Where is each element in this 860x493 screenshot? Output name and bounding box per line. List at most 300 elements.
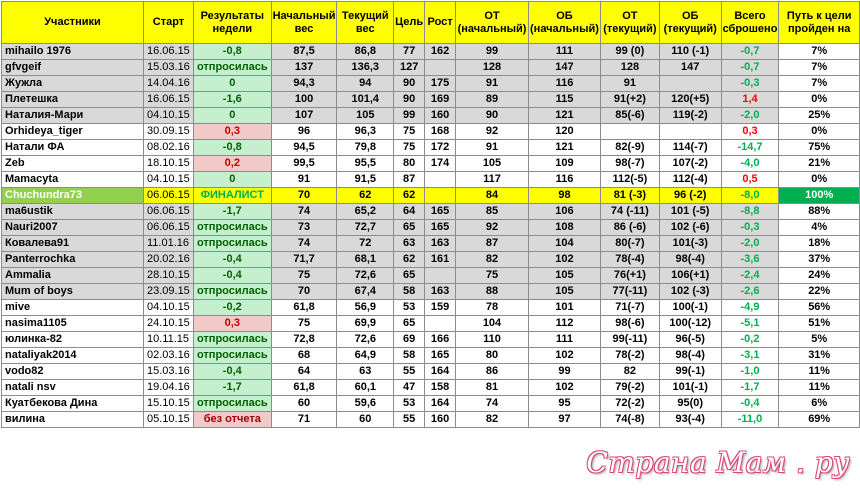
start-date-cell: 06.06.15 bbox=[143, 188, 193, 204]
total-lost-cell: -0,3 bbox=[721, 76, 779, 92]
participant-name-cell: gfvgeif bbox=[2, 60, 144, 76]
waist-initial-cell: 84 bbox=[456, 188, 529, 204]
week-result-cell: отпросилась bbox=[193, 348, 271, 364]
participant-name-cell: Наталия-Мари bbox=[2, 108, 144, 124]
week-result-cell: ФИНАЛИСТ bbox=[193, 188, 271, 204]
initial-weight-cell: 87,5 bbox=[271, 44, 337, 60]
goal-progress-cell: 75% bbox=[779, 140, 860, 156]
total-lost-cell: -2,4 bbox=[721, 268, 779, 284]
current-weight-cell: 136,3 bbox=[337, 60, 394, 76]
current-weight-cell: 68,1 bbox=[337, 252, 394, 268]
table-row bbox=[2, 284, 860, 300]
header-col-waist-current: ОТ (текущий) bbox=[600, 2, 659, 44]
waist-current-cell: 74 (-11) bbox=[600, 204, 659, 220]
week-result-cell: -0,4 bbox=[193, 364, 271, 380]
site-watermark: Страна Мам . ру bbox=[586, 446, 850, 479]
goal-weight-cell: 53 bbox=[394, 300, 425, 316]
current-weight-cell: 62 bbox=[337, 188, 394, 204]
header-col-initial-weight: Начальный вес bbox=[271, 2, 337, 44]
hips-current-cell: 101(-1) bbox=[659, 380, 721, 396]
waist-initial-cell: 86 bbox=[456, 364, 529, 380]
waist-initial-cell: 88 bbox=[456, 284, 529, 300]
hips-current-cell: 102 (-6) bbox=[659, 220, 721, 236]
goal-weight-cell: 47 bbox=[394, 380, 425, 396]
current-weight-cell: 91,5 bbox=[337, 172, 394, 188]
week-result-cell: отпросилась bbox=[193, 284, 271, 300]
goal-progress-cell: 24% bbox=[779, 268, 860, 284]
height-cell: 175 bbox=[425, 76, 456, 92]
header-col-start: Старт bbox=[143, 2, 193, 44]
height-cell: 163 bbox=[425, 284, 456, 300]
table-row bbox=[2, 92, 860, 108]
total-lost-cell: -4,9 bbox=[721, 300, 779, 316]
waist-current-cell: 72(-2) bbox=[600, 396, 659, 412]
participant-name-cell: Ammalia bbox=[2, 268, 144, 284]
hips-current-cell bbox=[659, 124, 721, 140]
goal-weight-cell: 53 bbox=[394, 396, 425, 412]
total-lost-cell: -0,7 bbox=[721, 44, 779, 60]
table-row bbox=[2, 236, 860, 252]
total-lost-cell: -8,0 bbox=[721, 188, 779, 204]
initial-weight-cell: 94,5 bbox=[271, 140, 337, 156]
height-cell: 165 bbox=[425, 348, 456, 364]
hips-initial-cell: 112 bbox=[528, 316, 600, 332]
hips-initial-cell: 106 bbox=[528, 204, 600, 220]
goal-weight-cell: 58 bbox=[394, 348, 425, 364]
hips-initial-cell: 98 bbox=[528, 188, 600, 204]
hips-initial-cell: 111 bbox=[528, 44, 600, 60]
hips-current-cell: 96 (-2) bbox=[659, 188, 721, 204]
goal-weight-cell: 65 bbox=[394, 316, 425, 332]
height-cell bbox=[425, 316, 456, 332]
waist-initial-cell: 128 bbox=[456, 60, 529, 76]
current-weight-cell: 72,6 bbox=[337, 332, 394, 348]
waist-initial-cell: 99 bbox=[456, 44, 529, 60]
total-lost-cell: -14,7 bbox=[721, 140, 779, 156]
height-cell: 172 bbox=[425, 140, 456, 156]
goal-progress-cell: 7% bbox=[779, 76, 860, 92]
total-lost-cell: -0,2 bbox=[721, 332, 779, 348]
total-lost-cell: -2,0 bbox=[721, 108, 779, 124]
goal-weight-cell: 127 bbox=[394, 60, 425, 76]
table-row bbox=[2, 412, 860, 428]
goal-weight-cell: 69 bbox=[394, 332, 425, 348]
total-lost-cell: -8,8 bbox=[721, 204, 779, 220]
waist-current-cell: 128 bbox=[600, 60, 659, 76]
waist-current-cell: 76(+1) bbox=[600, 268, 659, 284]
initial-weight-cell: 70 bbox=[271, 284, 337, 300]
height-cell: 165 bbox=[425, 220, 456, 236]
header-col-participants: Участники bbox=[2, 2, 144, 44]
week-result-cell: -1,6 bbox=[193, 92, 271, 108]
hips-current-cell: 107(-2) bbox=[659, 156, 721, 172]
total-lost-cell: -4,0 bbox=[721, 156, 779, 172]
waist-current-cell: 99(-11) bbox=[600, 332, 659, 348]
current-weight-cell: 72,6 bbox=[337, 268, 394, 284]
participant-name-cell: Плетешка bbox=[2, 92, 144, 108]
goal-weight-cell: 90 bbox=[394, 92, 425, 108]
goal-progress-cell: 7% bbox=[779, 44, 860, 60]
goal-progress-cell: 0% bbox=[779, 124, 860, 140]
hips-current-cell: 100(-1) bbox=[659, 300, 721, 316]
initial-weight-cell: 71 bbox=[271, 412, 337, 428]
goal-progress-cell: 7% bbox=[779, 60, 860, 76]
participant-name-cell: Zeb bbox=[2, 156, 144, 172]
participant-name-cell: mihailo 1976 bbox=[2, 44, 144, 60]
start-date-cell: 16.06.15 bbox=[143, 92, 193, 108]
waist-current-cell: 77(-11) bbox=[600, 284, 659, 300]
hips-initial-cell: 105 bbox=[528, 284, 600, 300]
goal-weight-cell: 75 bbox=[394, 140, 425, 156]
height-cell: 158 bbox=[425, 380, 456, 396]
participant-name-cell: ma6ustik bbox=[2, 204, 144, 220]
participant-name-cell: вилина bbox=[2, 412, 144, 428]
start-date-cell: 24.10.15 bbox=[143, 316, 193, 332]
initial-weight-cell: 64 bbox=[271, 364, 337, 380]
table-row bbox=[2, 140, 860, 156]
initial-weight-cell: 60 bbox=[271, 396, 337, 412]
current-weight-cell: 79,8 bbox=[337, 140, 394, 156]
goal-progress-cell: 6% bbox=[779, 396, 860, 412]
hips-current-cell: 100(-12) bbox=[659, 316, 721, 332]
week-result-cell: отпросилась bbox=[193, 332, 271, 348]
start-date-cell: 08.02.16 bbox=[143, 140, 193, 156]
hips-current-cell: 101(-3) bbox=[659, 236, 721, 252]
goal-weight-cell: 64 bbox=[394, 204, 425, 220]
height-cell: 169 bbox=[425, 92, 456, 108]
participant-name-cell: Nauri2007 bbox=[2, 220, 144, 236]
total-lost-cell: -0,3 bbox=[721, 220, 779, 236]
participant-name-cell: natali nsv bbox=[2, 380, 144, 396]
start-date-cell: 15.03.16 bbox=[143, 60, 193, 76]
hips-current-cell: 110 (-1) bbox=[659, 44, 721, 60]
goal-weight-cell: 99 bbox=[394, 108, 425, 124]
table-body bbox=[2, 44, 860, 428]
week-result-cell: отпросилась bbox=[193, 220, 271, 236]
hips-current-cell: 119(-2) bbox=[659, 108, 721, 124]
initial-weight-cell: 74 bbox=[271, 204, 337, 220]
goal-weight-cell: 63 bbox=[394, 236, 425, 252]
initial-weight-cell: 107 bbox=[271, 108, 337, 124]
hips-current-cell: 112(-4) bbox=[659, 172, 721, 188]
participant-name-cell: vodo82 bbox=[2, 364, 144, 380]
start-date-cell: 10.11.15 bbox=[143, 332, 193, 348]
total-lost-cell: 1,4 bbox=[721, 92, 779, 108]
goal-progress-cell: 0% bbox=[779, 172, 860, 188]
waist-initial-cell: 75 bbox=[456, 268, 529, 284]
hips-initial-cell: 102 bbox=[528, 380, 600, 396]
hips-initial-cell: 109 bbox=[528, 156, 600, 172]
start-date-cell: 28.10.15 bbox=[143, 268, 193, 284]
goal-progress-cell: 11% bbox=[779, 364, 860, 380]
waist-initial-cell: 105 bbox=[456, 156, 529, 172]
start-date-cell: 06.06.15 bbox=[143, 204, 193, 220]
initial-weight-cell: 72,8 bbox=[271, 332, 337, 348]
participants-table bbox=[1, 1, 860, 428]
waist-initial-cell: 89 bbox=[456, 92, 529, 108]
hips-initial-cell: 147 bbox=[528, 60, 600, 76]
table-row bbox=[2, 380, 860, 396]
height-cell: 164 bbox=[425, 396, 456, 412]
waist-current-cell: 82(-9) bbox=[600, 140, 659, 156]
header-row bbox=[2, 2, 860, 44]
waist-current-cell: 80(-7) bbox=[600, 236, 659, 252]
hips-initial-cell: 120 bbox=[528, 124, 600, 140]
waist-current-cell: 78(-4) bbox=[600, 252, 659, 268]
waist-current-cell: 99 (0) bbox=[600, 44, 659, 60]
current-weight-cell: 94 bbox=[337, 76, 394, 92]
header-col-week-result: Результаты недели bbox=[193, 2, 271, 44]
total-lost-cell: -2,0 bbox=[721, 236, 779, 252]
goal-progress-cell: 4% bbox=[779, 220, 860, 236]
waist-initial-cell: 91 bbox=[456, 140, 529, 156]
header-col-total-lost: Всего сброшено bbox=[721, 2, 779, 44]
hips-initial-cell: 111 bbox=[528, 332, 600, 348]
table-row bbox=[2, 124, 860, 140]
start-date-cell: 18.10.15 bbox=[143, 156, 193, 172]
total-lost-cell: -11,0 bbox=[721, 412, 779, 428]
start-date-cell: 15.10.15 bbox=[143, 396, 193, 412]
height-cell: 160 bbox=[425, 108, 456, 124]
start-date-cell: 05.10.15 bbox=[143, 412, 193, 428]
height-cell: 168 bbox=[425, 124, 456, 140]
current-weight-cell: 67,4 bbox=[337, 284, 394, 300]
goal-progress-cell: 18% bbox=[779, 236, 860, 252]
hips-current-cell: 147 bbox=[659, 60, 721, 76]
hips-current-cell: 93(-4) bbox=[659, 412, 721, 428]
goal-weight-cell: 80 bbox=[394, 156, 425, 172]
waist-initial-cell: 87 bbox=[456, 236, 529, 252]
hips-initial-cell: 101 bbox=[528, 300, 600, 316]
goal-weight-cell: 62 bbox=[394, 252, 425, 268]
waist-current-cell: 112(-5) bbox=[600, 172, 659, 188]
waist-initial-cell: 92 bbox=[456, 220, 529, 236]
table-row bbox=[2, 348, 860, 364]
current-weight-cell: 60,1 bbox=[337, 380, 394, 396]
table-row bbox=[2, 396, 860, 412]
height-cell: 161 bbox=[425, 252, 456, 268]
hips-initial-cell: 121 bbox=[528, 140, 600, 156]
week-result-cell: -0,8 bbox=[193, 44, 271, 60]
table-row bbox=[2, 332, 860, 348]
initial-weight-cell: 61,8 bbox=[271, 380, 337, 396]
goal-weight-cell: 65 bbox=[394, 268, 425, 284]
current-weight-cell: 69,9 bbox=[337, 316, 394, 332]
current-weight-cell: 65,2 bbox=[337, 204, 394, 220]
participant-name-cell: юлинка-82 bbox=[2, 332, 144, 348]
start-date-cell: 19.04.16 bbox=[143, 380, 193, 396]
participant-name-cell: nataliyak2014 bbox=[2, 348, 144, 364]
waist-initial-cell: 90 bbox=[456, 108, 529, 124]
current-weight-cell: 86,8 bbox=[337, 44, 394, 60]
hips-current-cell: 101 (-5) bbox=[659, 204, 721, 220]
height-cell: 174 bbox=[425, 156, 456, 172]
current-weight-cell: 59,6 bbox=[337, 396, 394, 412]
participant-name-cell: Жужла bbox=[2, 76, 144, 92]
week-result-cell: -0,2 bbox=[193, 300, 271, 316]
height-cell: 163 bbox=[425, 236, 456, 252]
header-col-waist-initial: ОТ (начальный) bbox=[456, 2, 529, 44]
week-result-cell: -1,7 bbox=[193, 380, 271, 396]
goal-weight-cell: 55 bbox=[394, 412, 425, 428]
table-row bbox=[2, 252, 860, 268]
waist-current-cell: 78(-2) bbox=[600, 348, 659, 364]
current-weight-cell: 72 bbox=[337, 236, 394, 252]
initial-weight-cell: 94,3 bbox=[271, 76, 337, 92]
waist-current-cell: 71(-7) bbox=[600, 300, 659, 316]
goal-weight-cell: 90 bbox=[394, 76, 425, 92]
week-result-cell: -1,7 bbox=[193, 204, 271, 220]
total-lost-cell: 0,3 bbox=[721, 124, 779, 140]
start-date-cell: 20.02.16 bbox=[143, 252, 193, 268]
initial-weight-cell: 74 bbox=[271, 236, 337, 252]
initial-weight-cell: 75 bbox=[271, 316, 337, 332]
initial-weight-cell: 91 bbox=[271, 172, 337, 188]
current-weight-cell: 105 bbox=[337, 108, 394, 124]
goal-weight-cell: 65 bbox=[394, 220, 425, 236]
waist-current-cell bbox=[600, 124, 659, 140]
goal-weight-cell: 87 bbox=[394, 172, 425, 188]
goal-progress-cell: 5% bbox=[779, 332, 860, 348]
height-cell: 160 bbox=[425, 412, 456, 428]
waist-initial-cell: 81 bbox=[456, 380, 529, 396]
hips-current-cell: 114(-7) bbox=[659, 140, 721, 156]
total-lost-cell: -1,0 bbox=[721, 364, 779, 380]
initial-weight-cell: 96 bbox=[271, 124, 337, 140]
height-cell: 159 bbox=[425, 300, 456, 316]
goal-progress-cell: 11% bbox=[779, 380, 860, 396]
participant-name-cell: Chuchundra73 bbox=[2, 188, 144, 204]
hips-initial-cell: 102 bbox=[528, 348, 600, 364]
height-cell bbox=[425, 188, 456, 204]
goal-progress-cell: 100% bbox=[779, 188, 860, 204]
hips-initial-cell: 97 bbox=[528, 412, 600, 428]
initial-weight-cell: 100 bbox=[271, 92, 337, 108]
hips-current-cell: 95(0) bbox=[659, 396, 721, 412]
hips-current-cell: 106(+1) bbox=[659, 268, 721, 284]
current-weight-cell: 95,5 bbox=[337, 156, 394, 172]
waist-current-cell: 85(-6) bbox=[600, 108, 659, 124]
start-date-cell: 16.06.15 bbox=[143, 44, 193, 60]
hips-current-cell: 98(-4) bbox=[659, 252, 721, 268]
waist-current-cell: 82 bbox=[600, 364, 659, 380]
current-weight-cell: 56,9 bbox=[337, 300, 394, 316]
hips-current-cell bbox=[659, 76, 721, 92]
initial-weight-cell: 137 bbox=[271, 60, 337, 76]
start-date-cell: 04.10.15 bbox=[143, 300, 193, 316]
participant-name-cell: Ковалева91 bbox=[2, 236, 144, 252]
goal-progress-cell: 69% bbox=[779, 412, 860, 428]
total-lost-cell: 0,5 bbox=[721, 172, 779, 188]
header-col-current-weight: Текущий вес bbox=[337, 2, 394, 44]
initial-weight-cell: 75 bbox=[271, 268, 337, 284]
goal-weight-cell: 77 bbox=[394, 44, 425, 60]
hips-initial-cell: 116 bbox=[528, 172, 600, 188]
table-row bbox=[2, 44, 860, 60]
total-lost-cell: -5,1 bbox=[721, 316, 779, 332]
hips-initial-cell: 115 bbox=[528, 92, 600, 108]
goal-progress-cell: 25% bbox=[779, 108, 860, 124]
goal-progress-cell: 56% bbox=[779, 300, 860, 316]
total-lost-cell: -0,7 bbox=[721, 60, 779, 76]
week-result-cell: 0 bbox=[193, 76, 271, 92]
waist-current-cell: 81 (-3) bbox=[600, 188, 659, 204]
height-cell bbox=[425, 268, 456, 284]
table-row bbox=[2, 268, 860, 284]
waist-initial-cell: 91 bbox=[456, 76, 529, 92]
week-result-cell: отпросилась bbox=[193, 236, 271, 252]
hips-initial-cell: 104 bbox=[528, 236, 600, 252]
height-cell bbox=[425, 60, 456, 76]
participant-name-cell: Orhideya_tiger bbox=[2, 124, 144, 140]
goal-progress-cell: 22% bbox=[779, 284, 860, 300]
week-result-cell: 0 bbox=[193, 172, 271, 188]
waist-initial-cell: 85 bbox=[456, 204, 529, 220]
participant-name-cell: mive bbox=[2, 300, 144, 316]
waist-current-cell: 98(-6) bbox=[600, 316, 659, 332]
hips-initial-cell: 99 bbox=[528, 364, 600, 380]
waist-initial-cell: 110 bbox=[456, 332, 529, 348]
start-date-cell: 04.10.15 bbox=[143, 108, 193, 124]
hips-initial-cell: 95 bbox=[528, 396, 600, 412]
waist-initial-cell: 117 bbox=[456, 172, 529, 188]
initial-weight-cell: 68 bbox=[271, 348, 337, 364]
hips-initial-cell: 108 bbox=[528, 220, 600, 236]
hips-initial-cell: 105 bbox=[528, 268, 600, 284]
total-lost-cell: -0,4 bbox=[721, 396, 779, 412]
current-weight-cell: 64,9 bbox=[337, 348, 394, 364]
week-result-cell: без отчета bbox=[193, 412, 271, 428]
hips-initial-cell: 121 bbox=[528, 108, 600, 124]
hips-current-cell: 98(-4) bbox=[659, 348, 721, 364]
height-cell: 165 bbox=[425, 204, 456, 220]
hips-current-cell: 102 (-3) bbox=[659, 284, 721, 300]
initial-weight-cell: 70 bbox=[271, 188, 337, 204]
goal-weight-cell: 62 bbox=[394, 188, 425, 204]
hips-current-cell: 120(+5) bbox=[659, 92, 721, 108]
height-cell: 166 bbox=[425, 332, 456, 348]
waist-current-cell: 79(-2) bbox=[600, 380, 659, 396]
start-date-cell: 02.03.16 bbox=[143, 348, 193, 364]
current-weight-cell: 60 bbox=[337, 412, 394, 428]
goal-progress-cell: 0% bbox=[779, 92, 860, 108]
waist-current-cell: 91 bbox=[600, 76, 659, 92]
table-row bbox=[2, 108, 860, 124]
initial-weight-cell: 71,7 bbox=[271, 252, 337, 268]
week-result-cell: 0,2 bbox=[193, 156, 271, 172]
week-result-cell: отпросилась bbox=[193, 60, 271, 76]
header-col-progress: Путь к цели пройден на bbox=[779, 2, 860, 44]
goal-weight-cell: 55 bbox=[394, 364, 425, 380]
goal-progress-cell: 37% bbox=[779, 252, 860, 268]
total-lost-cell: -3,1 bbox=[721, 348, 779, 364]
height-cell: 162 bbox=[425, 44, 456, 60]
goal-progress-cell: 21% bbox=[779, 156, 860, 172]
start-date-cell: 30.09.15 bbox=[143, 124, 193, 140]
waist-initial-cell: 82 bbox=[456, 412, 529, 428]
waist-initial-cell: 92 bbox=[456, 124, 529, 140]
hips-current-cell: 99(-1) bbox=[659, 364, 721, 380]
participant-name-cell: Mum of boys bbox=[2, 284, 144, 300]
total-lost-cell: -3,6 bbox=[721, 252, 779, 268]
table-row bbox=[2, 60, 860, 76]
goal-progress-cell: 51% bbox=[779, 316, 860, 332]
week-result-cell: 0 bbox=[193, 108, 271, 124]
participant-name-cell: Panterrochka bbox=[2, 252, 144, 268]
current-weight-cell: 101,4 bbox=[337, 92, 394, 108]
table-row bbox=[2, 156, 860, 172]
header-col-hips-initial: ОБ (начальный) bbox=[528, 2, 600, 44]
